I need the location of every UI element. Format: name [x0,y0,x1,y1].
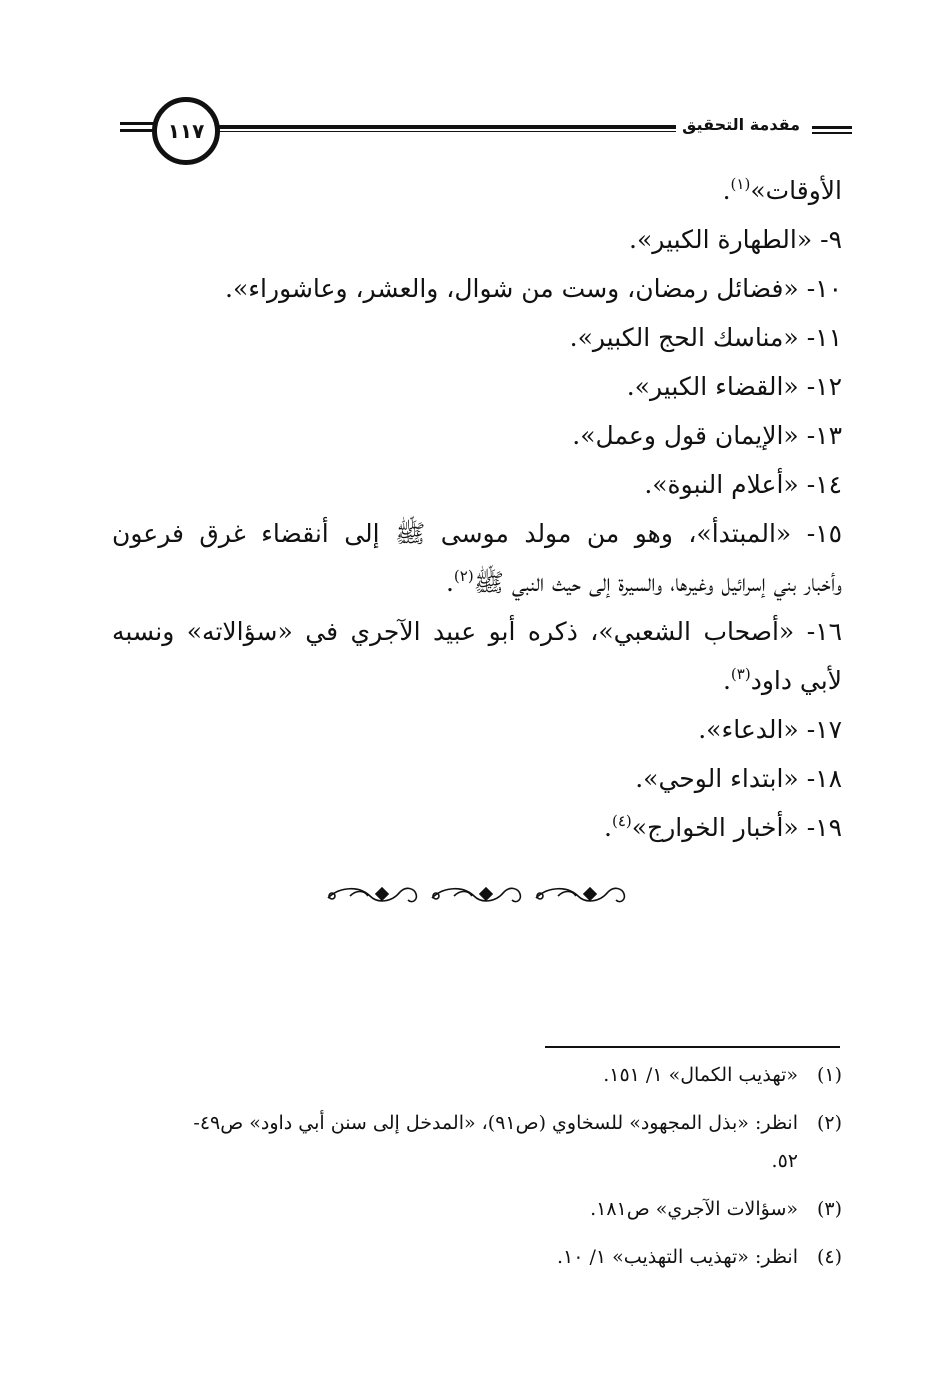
main-text [112,166,842,852]
page-number-badge [152,97,220,165]
running-title: مقدمة التحقيق [676,115,806,134]
footnote-ref-4: (٤) [612,812,632,830]
floral-divider-icon [320,876,636,912]
list-item: ١٤- «أعلام النبوة». [644,470,842,499]
page-number: ١١٧ [167,119,205,143]
list-item-15-line1: ١٥- «المبتدأ»، وهو من مولد موسى ﷺ إلى أنقضاء غرق فرعون [112,519,842,548]
page-header [112,95,852,165]
footnote-1: (١)«تهذيب الكمال» ١/ ١٥١. [603,1064,842,1086]
footnote-3: (٣)«سؤالات الآجري» ص١٨١. [590,1198,842,1220]
footnotes [112,1056,842,1286]
list-item: ١٣- «الإيمان قول وعمل». [572,421,842,450]
footnote-ref-2: (٢) [453,567,474,585]
header-rule-right-lower [812,132,852,134]
header-rule-right [812,126,852,129]
ornament-unit [328,888,416,902]
header-rule-thin [202,131,676,132]
list-item-16-line2: لأبي داود$^{(٣)}$. [722,665,842,695]
list-item: ١٨- «ابتداء الوحي». [635,764,842,793]
footnote-separator [545,1046,840,1048]
list-item: ٩- «الطهارة الكبير». [629,225,842,254]
list-item-15-line2: وأخبار بني إسرائيل وغيرها، والسيرة إلى حيث النبي ﷺ$^{(٢)}$. [445,567,842,597]
footnote-4: (٤)انظر: «تهذيب التهذيب» ١/ ١٠. [557,1246,842,1268]
list-item: ١٧- «الدعاء». [698,715,842,744]
footnote-ref-1: (١) [730,175,751,193]
list-item-19: ١٩- «أخبار الخوارج»$^{(٤)}$. [604,812,842,842]
list-item-16-line1: ١٦- «أصحاب الشعبي»، ذكره أبو عبيد الآجري في «سؤالاته» ونسبه [112,617,843,646]
list-item: ١٢- «القضاء الكبير». [626,372,842,401]
list-item: ١٠- «فضائل رمضان، وست من شوال، والعشر، وعاشوراء». [225,274,842,303]
footnote-2: (٢)انظر: «بذل المجهود» للسخاوي (ص٩١)، «المدخل إلى سنن أبي داود» ص٤٩- ٥٢. [193,1112,842,1172]
list-item: ١١- «مناسك الحج الكبير». [569,323,842,352]
continuation-line: الأوقات»$^{(١)}$. [722,175,842,205]
footnote-ref-3: (٣) [730,665,751,683]
header-rule [202,125,676,129]
